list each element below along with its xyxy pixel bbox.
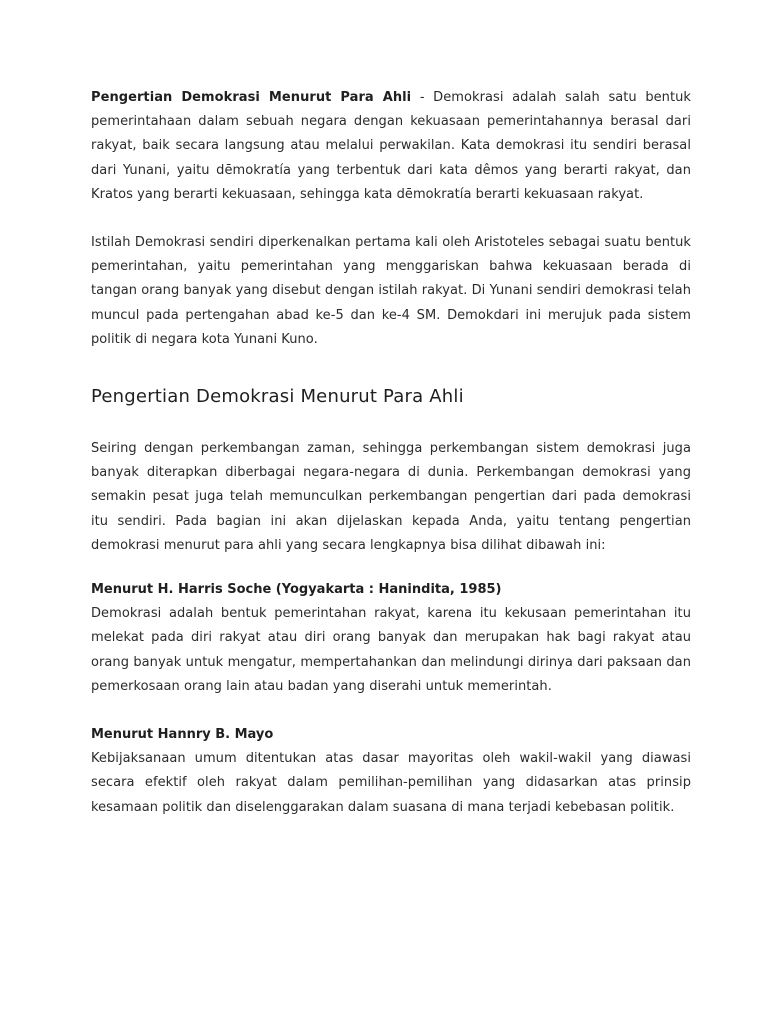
intro-lead-text: - Demokrasi adalah salah satu bentuk pemerintahaan dalam sebuah negara dengan kekuasaan pemerintahannya berasal dari rakyat, baik secara langsung atau melalui perwakilan. Kata demokrasi itu sendiri berasal dari Yunani, yaitu dēmokratía yang terbentuk dari kata dêmos yang berarti rakyat, dan Kratos yang berarti kekuasaan, sehingga kata dēmokratía berarti kekuasaan rakyat.	[91, 90, 691, 202]
aristoteles-paragraph: Istilah Demokrasi sendiri diperkenalkan pertama kali oleh Aristoteles sebagai suatu bentuk pemerintahan, yaitu pemerintahan yang menggariskan bahwa kekuasaan berada di tangan orang banyak yang disebut dengan istilah rakyat. Di Yunani sendiri demokrasi telah muncul pada pertengahan abad ke-5 dan ke-4 SM. Demokdari ini merujuk pada sistem politik di negara kota Yunani Kuno.	[91, 235, 691, 347]
expert-title-mayo: Menurut Hannry B. Mayo	[91, 727, 274, 743]
expert-title-soche: Menurut H. Harris Soche (Yogyakarta : Hanindita, 1985)	[91, 582, 502, 598]
article-body	[91, 86, 691, 820]
intro-paragraph	[91, 86, 691, 207]
expert-text-soche: Demokrasi adalah bentuk pemerintahan rakyat, karena itu kekusaan pemerintahan itu melekat pada diri rakyat atau diri orang banyak dan merupakan hak bagi rakyat atau orang banyak untuk mengatur, mempertahankan dan melindungi dirinya dari paksaan dan pemerkosaan orang lain atau badan yang diserahi untuk memerintah.	[91, 606, 691, 694]
section-heading: Pengertian Demokrasi Menurut Para Ahli	[91, 386, 464, 408]
expert-text-mayo: Kebijaksanaan umum ditentukan atas dasar mayoritas oleh wakil-wakil yang diawasi secara efektif oleh rakyat dalam pemilihan-pemilihan yang didasarkan atas prinsip kesamaan politik dan diselenggarakan dalam suasana di mana terjadi kebebasan politik.	[91, 751, 691, 815]
development-paragraph: Seiring dengan perkembangan zaman, sehingga perkembangan sistem demokrasi juga banyak diterapkan diberbagai negara-negara di dunia. Perkembangan demokrasi yang semakin pesat juga telah memunculkan perkembangan pengertian dari pada demokrasi itu sendiri. Pada bagian ini akan dijelaskan kepada Anda, yaitu tentang pengertian demokrasi menurut para ahli yang secara lengkapnya bisa dilihat dibawah ini:	[91, 441, 691, 553]
intro-lead-bold: Pengertian Demokrasi Menurut Para Ahli	[91, 90, 412, 105]
